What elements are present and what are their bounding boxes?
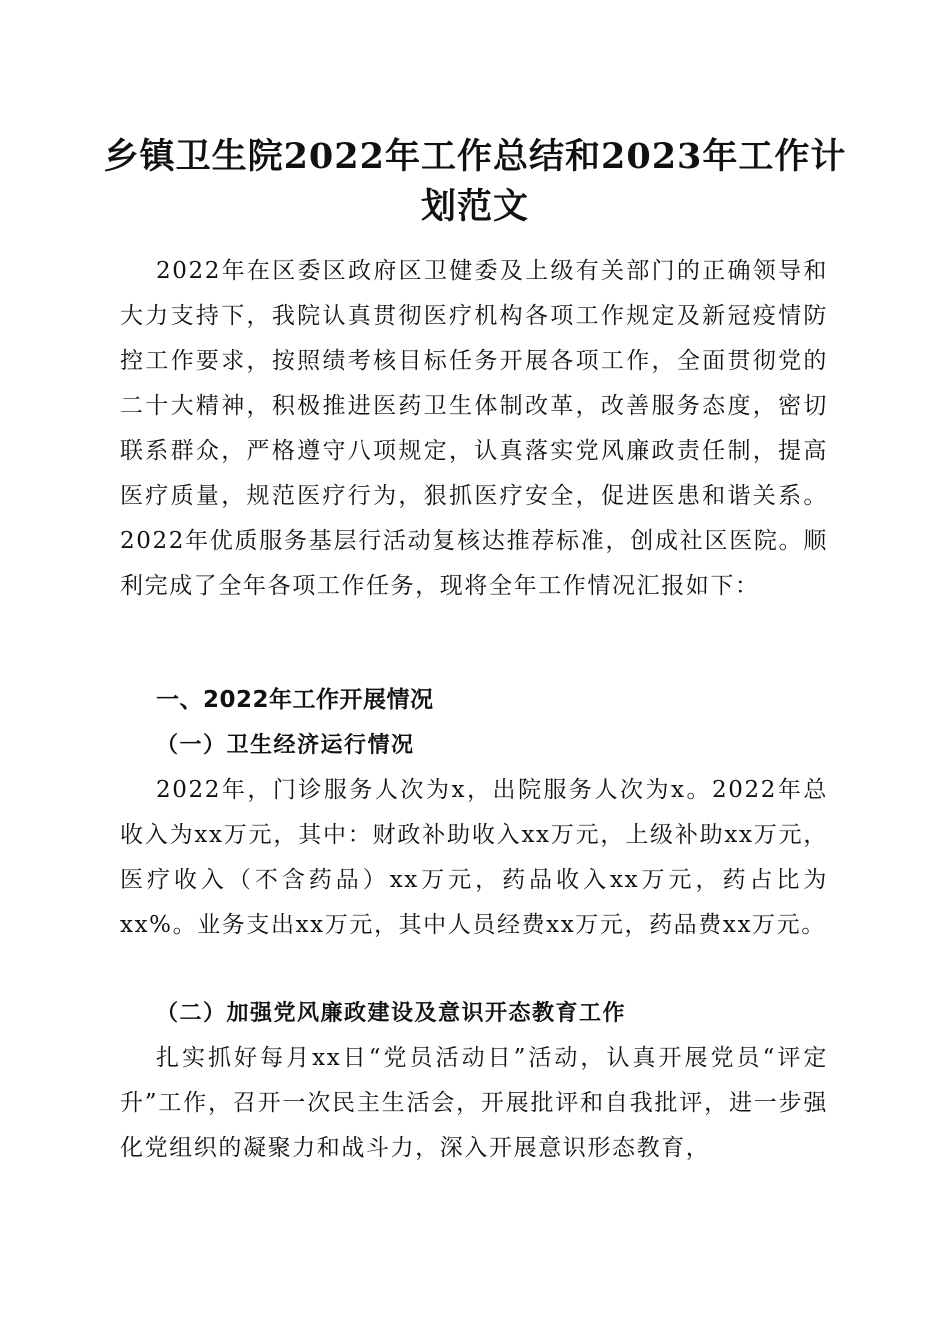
subsection-heading-1: （一）卫生经济运行情况 (156, 732, 415, 758)
subsection-2-paragraph: 扎实抓好每月xx日“党员活动日”活动，认真开展党员“评定升”工作，召开一次民主生活会，开展批评和自我批评，进一步强化党组织的凝聚力和战斗力，深入开展意识形态教育， (120, 1045, 828, 1161)
section-heading-1: 一、2022年工作开展情况 (156, 687, 434, 713)
document-title: 乡镇卫生院2022年工作总结和2023年工作计划范文 (103, 136, 847, 227)
subsection-heading-2: （二）加强党风廉政建设及意识开态教育工作 (156, 1000, 627, 1026)
intro-paragraph: 2022年在区委区政府区卫健委及上级有关部门的正确领导和大力支持下，我院认真贯彻医疗机构各项工作规定及新冠疫情防控工作要求，按照绩考核目标任务开展各项工作，全面贯彻党的二十大精神，积极推进医药卫生体制改革，改善服务态度，密切联系群众，严格遵守八项规定，认真落实党风廉政责任制，提高医疗质量，规范医疗行为，狠抓医疗安全，促进医患和谐关系。2022年优质服务基层行活动复核达推荐标准，创成社区医院。顺利完成了全年各项工作任务，现将全年工作情况汇报如下： (120, 258, 828, 599)
subsection-1-paragraph: 2022年，门诊服务人次为x，出院服务人次为x。2022年总收入为xx万元，其中：财政补助收入xx万元，上级补助xx万元，医疗收入（不含药品）xx万元，药品收入xx万元，药占比为xx%。业务支出xx万元，其中人员经费xx万元，药品费xx万元。 (120, 777, 828, 938)
